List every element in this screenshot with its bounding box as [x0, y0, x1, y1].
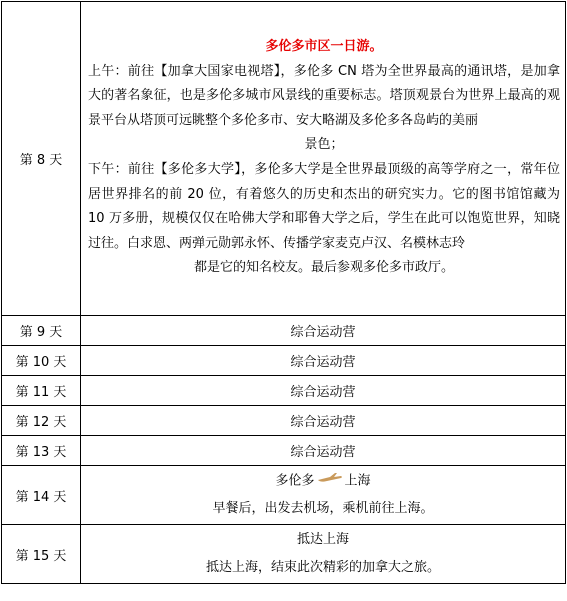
day-label: 第 15 天 — [2, 525, 81, 584]
day-detail: 早餐后，出发去机场，乘机前往上海。 — [212, 501, 434, 517]
itinerary-table — [1, 1, 566, 584]
day-label: 第 10 天 — [2, 346, 81, 376]
day-heading: 抵达上海 — [296, 532, 349, 547]
day-title: 多伦多市区一日游。 — [265, 39, 383, 55]
table-row-day-13 — [2, 436, 566, 466]
day-content: 综合运动营 — [81, 316, 566, 346]
day-content: 综合运动营 — [81, 376, 566, 406]
day-label: 第 9 天 — [2, 316, 81, 346]
airplane-icon — [317, 467, 343, 495]
table-row-day-15 — [2, 525, 566, 584]
day-label: 第 12 天 — [2, 406, 81, 436]
morning-text-tail: 景色； — [304, 137, 344, 153]
day-content — [81, 466, 566, 525]
day-content — [81, 2, 566, 316]
flight-route — [81, 467, 565, 496]
day-content: 综合运动营 — [81, 346, 566, 376]
day-label: 第 13 天 — [2, 436, 81, 466]
route-origin: 多伦多 — [275, 473, 315, 489]
day-label: 第 14 天 — [2, 466, 81, 525]
table-row-day-12 — [2, 406, 566, 436]
table-row-day-11 — [2, 376, 566, 406]
table-row-day-8 — [2, 2, 566, 316]
morning-text: 上午：前往【加拿大国家电视塔】，多伦多 CN 塔为全世界最高的通讯塔，是加拿大的著名象征，也是多伦多城市风景线的重要标志。塔顶观景台为世界上最高的观景平台从塔顶可远眺整个多伦多市、安大略湖及多伦多各岛屿的美丽 — [88, 63, 560, 128]
afternoon-text: 下午：前往【多伦多大学】，多伦多大学是全世界最顶级的高等学府之一，常年位居世界排名的前 20 位，有着悠久的历史和杰出的研究实力。它的图书馆馆藏为 10 万多册，规模仅仅在哈佛大学和耶鲁大学之后，学生在此可以饱览世界，知晓过往。白求恩、两弹元勋郭永怀、传播学家麦克卢汉、名模林志玲 — [88, 162, 560, 251]
day-label: 第 11 天 — [2, 376, 81, 406]
route-destination: 上海 — [344, 473, 371, 489]
table-row-day-14 — [2, 466, 566, 525]
day-label: 第 8 天 — [2, 2, 81, 316]
day-content: 综合运动营 — [81, 436, 566, 466]
day-content — [81, 525, 566, 584]
day-detail: 抵达上海，结束此次精彩的加拿大之旅。 — [205, 560, 440, 575]
afternoon-text-tail: 都是它的知名校友。最后参观多伦多市政厅。 — [193, 260, 454, 276]
table-row-day-10 — [2, 346, 566, 376]
table-row-day-9 — [2, 316, 566, 346]
day-content: 综合运动营 — [81, 406, 566, 436]
